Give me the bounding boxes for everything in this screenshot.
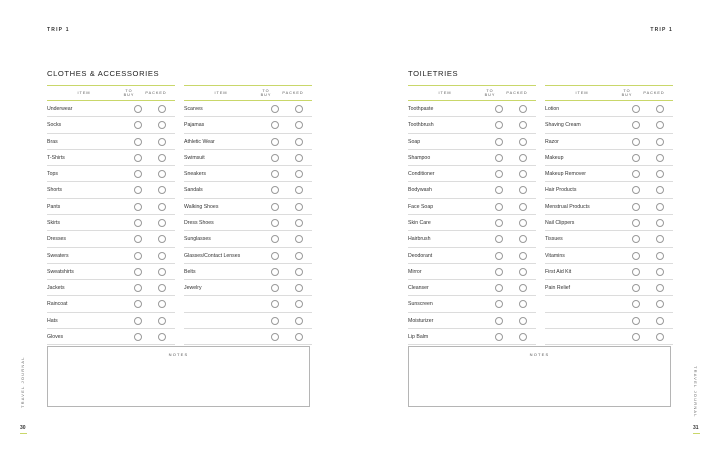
packed-checkbox[interactable] bbox=[519, 268, 527, 276]
table-row bbox=[184, 248, 312, 263]
packed-checkbox[interactable] bbox=[656, 105, 664, 113]
table-row bbox=[545, 281, 673, 296]
packed-checkbox[interactable] bbox=[295, 300, 303, 308]
table-row bbox=[545, 297, 673, 312]
table-row bbox=[408, 200, 536, 215]
to-buy-checkbox[interactable] bbox=[495, 121, 503, 129]
packed-checkbox[interactable] bbox=[519, 105, 527, 113]
item-label: Sunglasses bbox=[184, 236, 211, 243]
to-buy-checkbox[interactable] bbox=[271, 121, 279, 129]
packed-checkbox[interactable] bbox=[158, 235, 166, 243]
to-buy-checkbox[interactable] bbox=[271, 300, 279, 308]
column-header-to-buy bbox=[121, 89, 137, 98]
item-label: Shorts bbox=[47, 187, 62, 194]
item-label: Hats bbox=[47, 317, 58, 324]
to-buy-checkbox[interactable] bbox=[271, 317, 279, 325]
packed-checkbox[interactable] bbox=[519, 170, 527, 178]
table-row bbox=[408, 281, 536, 296]
table-row bbox=[408, 314, 536, 329]
item-label: Makeup Remover bbox=[545, 171, 586, 178]
packed-checkbox[interactable] bbox=[158, 105, 166, 113]
table-row bbox=[184, 200, 312, 215]
section-title: TOILETRIES bbox=[408, 69, 459, 78]
table-row bbox=[47, 183, 175, 198]
to-buy-checkbox[interactable] bbox=[134, 268, 142, 276]
checklist-table-2 bbox=[545, 85, 673, 345]
packed-checkbox[interactable] bbox=[158, 154, 166, 162]
packed-checkbox[interactable] bbox=[656, 284, 664, 292]
table-row bbox=[408, 183, 536, 198]
packed-checkbox[interactable] bbox=[656, 138, 664, 146]
item-label: Razor bbox=[545, 138, 559, 145]
to-buy-checkbox[interactable] bbox=[632, 252, 640, 260]
table-row bbox=[545, 151, 673, 166]
packed-checkbox[interactable] bbox=[656, 235, 664, 243]
table-row bbox=[545, 102, 673, 117]
table-row bbox=[545, 200, 673, 215]
table-row bbox=[47, 281, 175, 296]
to-buy-checkbox[interactable] bbox=[495, 252, 503, 260]
packed-checkbox[interactable] bbox=[295, 235, 303, 243]
section-title: CLOTHES & ACCESSORIES bbox=[47, 69, 160, 78]
notes-label: NOTES bbox=[529, 352, 550, 357]
to-buy-checkbox[interactable] bbox=[134, 300, 142, 308]
packed-checkbox[interactable] bbox=[656, 121, 664, 129]
column-header-packed: PACKED bbox=[643, 90, 665, 95]
to-buy-checkbox[interactable] bbox=[134, 170, 142, 178]
item-label: Shaving Cream bbox=[545, 122, 581, 129]
item-label: Lotion bbox=[545, 106, 560, 113]
checklist-table-1 bbox=[47, 85, 175, 345]
table-row bbox=[408, 248, 536, 263]
to-buy-checkbox[interactable] bbox=[271, 284, 279, 292]
to-buy-checkbox[interactable] bbox=[271, 219, 279, 227]
table-row bbox=[47, 265, 175, 280]
packed-checkbox[interactable] bbox=[519, 186, 527, 194]
to-buy-checkbox[interactable] bbox=[495, 317, 503, 325]
item-label: Deodorant bbox=[408, 252, 433, 259]
to-buy-checkbox[interactable] bbox=[134, 203, 142, 211]
item-label: Vitamins bbox=[545, 252, 565, 259]
to-buy-checkbox[interactable] bbox=[632, 105, 640, 113]
packed-checkbox[interactable] bbox=[656, 219, 664, 227]
to-buy-checkbox[interactable] bbox=[271, 252, 279, 260]
to-buy-checkbox[interactable] bbox=[495, 235, 503, 243]
to-buy-checkbox[interactable] bbox=[271, 170, 279, 178]
to-buy-checkbox[interactable] bbox=[271, 333, 279, 341]
item-label: Menstrual Products bbox=[545, 203, 590, 210]
packed-checkbox[interactable] bbox=[158, 170, 166, 178]
table-row bbox=[184, 216, 312, 231]
item-label: Hair Products bbox=[545, 187, 577, 194]
to-buy-checkbox[interactable] bbox=[632, 121, 640, 129]
notes-box[interactable] bbox=[408, 346, 671, 407]
table-row bbox=[184, 314, 312, 329]
to-buy-checkbox[interactable] bbox=[134, 333, 142, 341]
to-buy-checkbox[interactable] bbox=[495, 219, 503, 227]
table-row bbox=[408, 102, 536, 117]
to-buy-checkbox[interactable] bbox=[632, 154, 640, 162]
packed-checkbox[interactable] bbox=[295, 138, 303, 146]
packed-checkbox[interactable] bbox=[158, 186, 166, 194]
table-row bbox=[545, 265, 673, 280]
to-buy-checkbox[interactable] bbox=[495, 170, 503, 178]
packed-checkbox[interactable] bbox=[519, 121, 527, 129]
table-row bbox=[408, 232, 536, 247]
right-page bbox=[360, 0, 720, 458]
item-label: Sneakers bbox=[184, 171, 206, 178]
notes-box[interactable] bbox=[47, 346, 310, 407]
item-label: Jewelry bbox=[184, 285, 202, 292]
item-label: Tissues bbox=[545, 236, 563, 243]
to-buy-checkbox[interactable] bbox=[271, 235, 279, 243]
item-label: Pain Relief bbox=[545, 285, 571, 292]
packed-checkbox[interactable] bbox=[519, 138, 527, 146]
packed-checkbox[interactable] bbox=[656, 333, 664, 341]
item-label: Bras bbox=[47, 138, 58, 145]
column-header-to-buy bbox=[619, 89, 635, 98]
table-row bbox=[408, 151, 536, 166]
packed-checkbox[interactable] bbox=[295, 154, 303, 162]
page-number: 30 bbox=[20, 425, 26, 431]
page-number-underline bbox=[20, 433, 27, 434]
packed-checkbox[interactable] bbox=[295, 268, 303, 276]
item-label: Skin Care bbox=[408, 220, 431, 227]
column-header-to: TO bbox=[262, 88, 270, 93]
table-row bbox=[408, 134, 536, 149]
packed-checkbox[interactable] bbox=[158, 121, 166, 129]
table-row bbox=[545, 248, 673, 263]
to-buy-checkbox[interactable] bbox=[632, 300, 640, 308]
item-label: Sweatshirts bbox=[47, 268, 74, 275]
item-label: Sunscreen bbox=[408, 301, 433, 308]
trip-header: TRIP 1 bbox=[47, 27, 70, 33]
to-buy-checkbox[interactable] bbox=[134, 138, 142, 146]
table-row bbox=[47, 248, 175, 263]
item-label: Mirror bbox=[408, 268, 422, 275]
item-label: Conditioner bbox=[408, 171, 435, 178]
to-buy-checkbox[interactable] bbox=[495, 138, 503, 146]
table-row bbox=[545, 134, 673, 149]
table-row bbox=[184, 232, 312, 247]
table-row bbox=[408, 216, 536, 231]
column-header-buy: BUY bbox=[260, 93, 272, 97]
to-buy-checkbox[interactable] bbox=[495, 154, 503, 162]
to-buy-checkbox[interactable] bbox=[495, 333, 503, 341]
packed-checkbox[interactable] bbox=[295, 186, 303, 194]
side-label: TRAVEL JOURNAL bbox=[693, 366, 698, 418]
to-buy-checkbox[interactable] bbox=[271, 138, 279, 146]
packed-checkbox[interactable] bbox=[295, 170, 303, 178]
table-row bbox=[47, 118, 175, 133]
item-label: Pajamas bbox=[184, 122, 205, 129]
item-label: Shampoo bbox=[408, 154, 431, 161]
packed-checkbox[interactable] bbox=[158, 203, 166, 211]
table-row bbox=[47, 134, 175, 149]
table-header bbox=[408, 85, 536, 101]
to-buy-checkbox[interactable] bbox=[632, 203, 640, 211]
table-row bbox=[408, 167, 536, 182]
to-buy-checkbox[interactable] bbox=[271, 203, 279, 211]
item-label: T-Shirts bbox=[47, 154, 65, 161]
table-row bbox=[184, 151, 312, 166]
column-header-to: TO bbox=[125, 88, 133, 93]
packed-checkbox[interactable] bbox=[519, 317, 527, 325]
to-buy-checkbox[interactable] bbox=[271, 268, 279, 276]
table-row bbox=[47, 297, 175, 312]
column-header-to-buy bbox=[482, 89, 498, 98]
to-buy-checkbox[interactable] bbox=[632, 268, 640, 276]
checklist-tables bbox=[47, 85, 312, 345]
to-buy-checkbox[interactable] bbox=[495, 300, 503, 308]
packed-checkbox[interactable] bbox=[158, 317, 166, 325]
table-row bbox=[408, 330, 536, 345]
to-buy-checkbox[interactable] bbox=[632, 333, 640, 341]
table-row bbox=[408, 297, 536, 312]
column-header-buy: BUY bbox=[123, 93, 135, 97]
table-row bbox=[47, 102, 175, 117]
column-header-item: ITEM bbox=[438, 90, 452, 95]
item-label: Nail Clippers bbox=[545, 220, 575, 227]
item-label: Pants bbox=[47, 203, 61, 210]
item-label: Sweaters bbox=[47, 252, 69, 259]
item-label: Dress Shoes bbox=[184, 220, 214, 227]
to-buy-checkbox[interactable] bbox=[134, 121, 142, 129]
table-row bbox=[545, 118, 673, 133]
column-header-item: ITEM bbox=[214, 90, 228, 95]
table-row bbox=[47, 314, 175, 329]
column-header-packed: PACKED bbox=[506, 90, 528, 95]
to-buy-checkbox[interactable] bbox=[632, 284, 640, 292]
column-header-to: TO bbox=[623, 88, 631, 93]
packed-checkbox[interactable] bbox=[519, 154, 527, 162]
to-buy-checkbox[interactable] bbox=[632, 219, 640, 227]
to-buy-checkbox[interactable] bbox=[134, 105, 142, 113]
table-row bbox=[47, 330, 175, 345]
packed-checkbox[interactable] bbox=[158, 219, 166, 227]
packed-checkbox[interactable] bbox=[656, 317, 664, 325]
to-buy-checkbox[interactable] bbox=[134, 252, 142, 260]
side-label: TRAVEL JOURNAL bbox=[20, 356, 25, 408]
to-buy-checkbox[interactable] bbox=[271, 186, 279, 194]
to-buy-checkbox[interactable] bbox=[134, 219, 142, 227]
packed-checkbox[interactable] bbox=[295, 203, 303, 211]
packed-checkbox[interactable] bbox=[519, 219, 527, 227]
table-header bbox=[47, 85, 175, 101]
to-buy-checkbox[interactable] bbox=[632, 170, 640, 178]
packed-checkbox[interactable] bbox=[295, 317, 303, 325]
packed-checkbox[interactable] bbox=[656, 170, 664, 178]
table-row bbox=[184, 297, 312, 312]
packed-checkbox[interactable] bbox=[656, 252, 664, 260]
table-row bbox=[184, 265, 312, 280]
table-row bbox=[545, 314, 673, 329]
table-row bbox=[184, 281, 312, 296]
notes-label: NOTES bbox=[168, 352, 189, 357]
item-label: Hairbrush bbox=[408, 236, 431, 243]
packed-checkbox[interactable] bbox=[519, 203, 527, 211]
to-buy-checkbox[interactable] bbox=[632, 235, 640, 243]
to-buy-checkbox[interactable] bbox=[632, 138, 640, 146]
table-row bbox=[545, 167, 673, 182]
column-header-item: ITEM bbox=[77, 90, 91, 95]
packed-checkbox[interactable] bbox=[295, 333, 303, 341]
checklist-table-2 bbox=[184, 85, 312, 345]
column-header-to-buy bbox=[258, 89, 274, 98]
packed-checkbox[interactable] bbox=[656, 268, 664, 276]
item-label: Raincoat bbox=[47, 301, 68, 308]
item-label: Swimsuit bbox=[184, 154, 205, 161]
item-label: Scarves bbox=[184, 106, 203, 113]
packed-checkbox[interactable] bbox=[656, 154, 664, 162]
page-number: 31 bbox=[693, 425, 699, 431]
packed-checkbox[interactable] bbox=[295, 252, 303, 260]
column-header-item: ITEM bbox=[575, 90, 589, 95]
item-label: Soap bbox=[408, 138, 421, 145]
item-label: Makeup bbox=[545, 154, 564, 161]
packed-checkbox[interactable] bbox=[158, 268, 166, 276]
item-label: Toothbrush bbox=[408, 122, 434, 129]
packed-checkbox[interactable] bbox=[519, 235, 527, 243]
table-row bbox=[184, 330, 312, 345]
column-header-to: TO bbox=[486, 88, 494, 93]
trip-header: TRIP 1 bbox=[650, 27, 673, 33]
item-label: Gloves bbox=[47, 334, 64, 341]
packed-checkbox[interactable] bbox=[158, 252, 166, 260]
packed-checkbox[interactable] bbox=[656, 300, 664, 308]
item-label: Cleanser bbox=[408, 285, 429, 292]
packed-checkbox[interactable] bbox=[519, 252, 527, 260]
table-row bbox=[545, 216, 673, 231]
to-buy-checkbox[interactable] bbox=[495, 203, 503, 211]
table-row bbox=[184, 183, 312, 198]
to-buy-checkbox[interactable] bbox=[495, 105, 503, 113]
column-header-buy: BUY bbox=[621, 93, 633, 97]
item-label: Socks bbox=[47, 122, 62, 129]
table-row bbox=[47, 167, 175, 182]
item-label: Sandals bbox=[184, 187, 203, 194]
item-label: Lip Balm bbox=[408, 334, 429, 341]
packed-checkbox[interactable] bbox=[158, 333, 166, 341]
table-row bbox=[184, 134, 312, 149]
checklist-tables bbox=[408, 85, 673, 345]
packed-checkbox[interactable] bbox=[158, 284, 166, 292]
column-header-packed: PACKED bbox=[282, 90, 304, 95]
to-buy-checkbox[interactable] bbox=[632, 317, 640, 325]
item-label: Athletic Wear bbox=[184, 138, 215, 145]
to-buy-checkbox[interactable] bbox=[271, 154, 279, 162]
table-row bbox=[545, 183, 673, 198]
to-buy-checkbox[interactable] bbox=[134, 317, 142, 325]
to-buy-checkbox[interactable] bbox=[271, 105, 279, 113]
packed-checkbox[interactable] bbox=[295, 105, 303, 113]
column-header-packed: PACKED bbox=[145, 90, 167, 95]
item-label: Toothpaste bbox=[408, 106, 434, 113]
to-buy-checkbox[interactable] bbox=[495, 268, 503, 276]
to-buy-checkbox[interactable] bbox=[495, 186, 503, 194]
table-row bbox=[47, 200, 175, 215]
item-label: First Aid Kit bbox=[545, 268, 572, 275]
page-number-underline bbox=[693, 433, 700, 434]
table-row bbox=[47, 151, 175, 166]
to-buy-checkbox[interactable] bbox=[134, 154, 142, 162]
to-buy-checkbox[interactable] bbox=[134, 235, 142, 243]
packed-checkbox[interactable] bbox=[519, 333, 527, 341]
to-buy-checkbox[interactable] bbox=[495, 284, 503, 292]
packed-checkbox[interactable] bbox=[295, 284, 303, 292]
item-label: Dresses bbox=[47, 236, 67, 243]
item-label: Bodywash bbox=[408, 187, 432, 194]
checklist-table-1 bbox=[408, 85, 536, 345]
table-header bbox=[184, 85, 312, 101]
packed-checkbox[interactable] bbox=[158, 300, 166, 308]
packed-checkbox[interactable] bbox=[656, 186, 664, 194]
table-row bbox=[184, 118, 312, 133]
item-label: Tops bbox=[47, 171, 58, 178]
packed-checkbox[interactable] bbox=[519, 300, 527, 308]
table-row bbox=[184, 102, 312, 117]
table-row bbox=[545, 232, 673, 247]
item-label: Walking Shoes bbox=[184, 203, 219, 210]
packed-checkbox[interactable] bbox=[158, 138, 166, 146]
table-row bbox=[47, 232, 175, 247]
to-buy-checkbox[interactable] bbox=[134, 284, 142, 292]
table-header bbox=[545, 85, 673, 101]
table-row bbox=[47, 216, 175, 231]
packed-checkbox[interactable] bbox=[295, 121, 303, 129]
packed-checkbox[interactable] bbox=[519, 284, 527, 292]
table-row bbox=[545, 330, 673, 345]
item-label: Belts bbox=[184, 268, 196, 275]
item-label: Jackets bbox=[47, 285, 65, 292]
item-label: Underwear bbox=[47, 106, 73, 113]
item-label: Moisturizer bbox=[408, 317, 434, 324]
to-buy-checkbox[interactable] bbox=[632, 186, 640, 194]
table-row bbox=[408, 118, 536, 133]
column-header-buy: BUY bbox=[484, 93, 496, 97]
packed-checkbox[interactable] bbox=[656, 203, 664, 211]
to-buy-checkbox[interactable] bbox=[134, 186, 142, 194]
item-label: Glasses/Contact Lenses bbox=[184, 252, 241, 259]
table-row bbox=[184, 167, 312, 182]
packed-checkbox[interactable] bbox=[295, 219, 303, 227]
table-row bbox=[408, 265, 536, 280]
item-label: Face Soap bbox=[408, 203, 434, 210]
item-label: Skirts bbox=[47, 220, 60, 227]
